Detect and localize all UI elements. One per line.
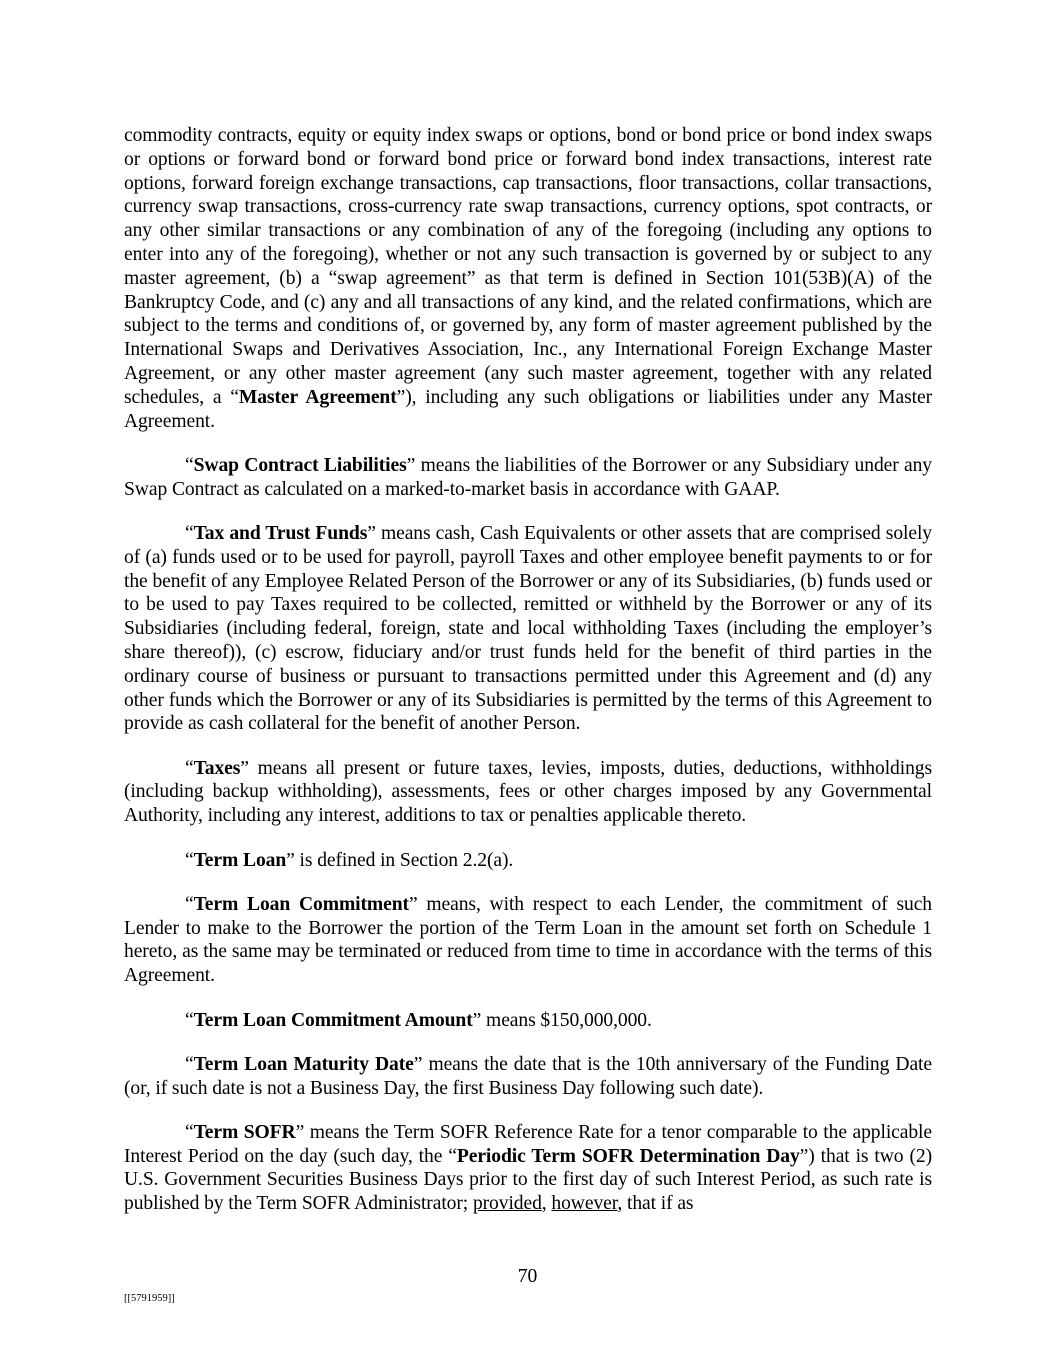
however-underlined: however [551,1193,618,1215]
defined-term: Term Loan [193,849,287,871]
provided-underlined: provided [472,1193,542,1215]
open-quote: “ [185,1053,194,1075]
defined-term-master-agreement: Master Agreement [238,386,397,408]
open-quote: “ [185,454,194,476]
definition-term-loan-commitment [124,893,932,988]
defined-term: Term Loan Commitment Amount [193,1009,473,1031]
page-number: 70 [517,1266,538,1287]
open-quote: “ [185,1009,194,1031]
definition-text: ”) that is two (2) U.S. Government Securities Business Days prior to the first day of such Interest Period, as such rate is published by the Term SOFR Administrator; [124,1145,933,1215]
defined-term: Term Loan Maturity Date [193,1053,414,1075]
definition-swap-contract-liabilities [124,454,932,502]
definition-text: ” is defined in Section 2.2(a). [286,849,514,871]
definition-taxes [124,757,932,828]
definition-text: ” means $150,000,000. [472,1009,652,1031]
open-quote: “ [185,757,194,779]
defined-term: Taxes [193,757,241,779]
paragraph-text: ”), including any such obligations or liabilities under any Master Agreement. [124,386,932,432]
definition-text: ” means all present or future taxes, levies, imposts, duties, deductions, withholdings (including backup withholding), assessments, fees or other charges imposed by any Governmental Authority, including any interest, additions to tax or penalties applicable thereto. [124,757,932,827]
defined-term: Term SOFR [193,1121,296,1143]
open-quote: “ [185,893,194,915]
definition-term-sofr [124,1121,932,1216]
comma-text: , [541,1193,552,1215]
open-quote: “ [185,522,194,544]
defined-term: Term Loan Commitment [193,893,409,915]
definition-term-loan-maturity-date [124,1053,932,1101]
document-id: [[5791959]] [124,1293,175,1304]
paragraph-text: commodity contracts, equity or equity index swaps or options, bond or bond price or bond index swaps or options or forward bond or forward bond price or forward bond index transactions, interest rate options, forward foreign exchange transactions, cap transactions, floor transactions, collar transactions, currency swap transactions, cross-currency rate swap transactions, currency options, spot contracts, or any other similar transactions or any combination of any of the foregoing (including any options to enter into any of the foregoing), whether or not any such transaction is governed by or subject to any master agreement, (b) a “swap agreement” as that term is defined in Section 101(53B)(A) of the Bankruptcy Code, and (c) any and all transactions of any kind, and the related confirmations, which are subject to the terms and conditions of, or governed by, any form of master agreement published by the International Swaps and Derivatives Association, Inc., any International Foreign Exchange Master Agreement, or any other master agreement (any such master agreement, together with any related schedules, a “ [124,125,932,408]
definition-term-loan-commitment-amount [124,1009,932,1033]
definition-text: , that if as [617,1193,694,1215]
definition-text: ” means, with respect to each Lender, the commitment of such Lender to make to the Borrower the portion of the Term Loan in the amount set forth on Schedule 1 hereto, as the same may be terminated or reduced from time to time in accordance with the terms of this Agreement. [124,893,933,987]
open-quote: “ [185,1121,194,1143]
definition-text: ” means cash, Cash Equivalents or other assets that are comprised solely of (a) funds used or to be used for payroll, payroll Taxes and other employee benefit payments to or for the benefit of any Employee Related Person of the Borrower or any of its Subsidiaries, (b) funds used or to be used to pay Taxes required to be collected, remitted or withheld by the Borrower or any of its Subsidiaries (including federal, foreign, state and local withholding Taxes (including the employer’s share thereof)), (c) escrow, fiduciary and/or trust funds held for the benefit of third parties in the ordinary course of business or pursuant to transactions permitted under this Agreement and (d) any other funds which the Borrower or any of its Subsidiaries is permitted by the terms of this Agreement to provide as cash collateral for the benefit of another Person. [124,522,932,735]
defined-term-periodic: Periodic Term SOFR Determination Day [456,1145,800,1167]
definition-text: ” means the liabilities of the Borrower or any Subsidiary under any Swap Contract as calculated on a marked-to-market basis in accordance with GAAP. [124,454,932,500]
definition-tax-and-trust-funds [124,522,932,736]
open-quote: “ [185,849,194,871]
defined-term: Tax and Trust Funds [193,522,368,544]
definition-text: ” means the date that is the 10th anniversary of the Funding Date (or, if such date is not a Business Day, the first Business Day following such date). [124,1053,932,1099]
definition-term-loan [124,849,932,873]
paragraph-swap-contract-continued [124,124,932,433]
definition-text: ” means the Term SOFR Reference Rate for a tenor comparable to the applicable Interest Period on the day (such day, the “ [124,1121,932,1167]
defined-term: Swap Contract Liabilities [193,454,407,476]
document-page [124,124,932,1237]
